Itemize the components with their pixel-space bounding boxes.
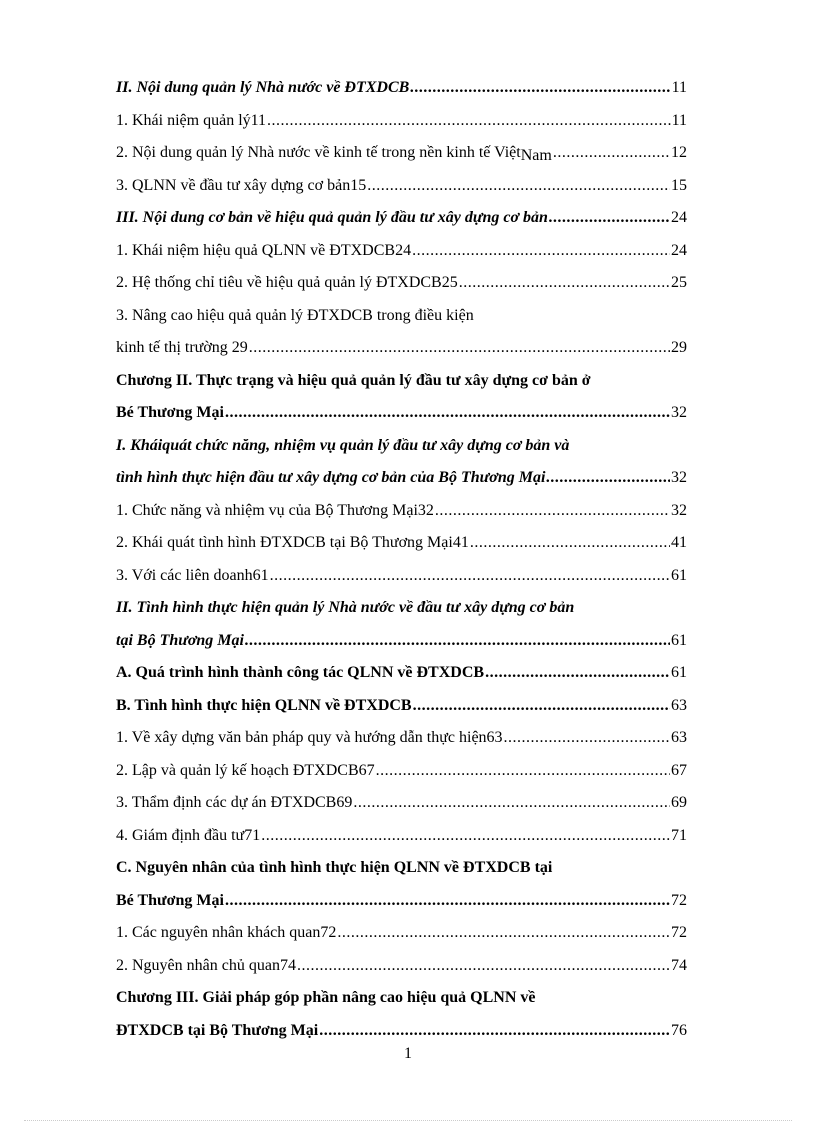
toc-entry-text: II. Tình hình thực hiện quản lý Nhà nước về đầu tư xây dựng cơ bản	[116, 599, 575, 616]
page-bottom-divider	[24, 1120, 792, 1121]
toc-entry[interactable]	[116, 332, 687, 365]
toc-entry-text: ĐTXDCB tại Bộ Thương Mại	[116, 1021, 319, 1039]
toc-entry[interactable]	[116, 657, 687, 690]
toc-entry-text: C. Nguyên nhân của tình hình thực hiện QLNN về ĐTXDCB tại	[116, 859, 553, 876]
toc-entry[interactable]	[116, 105, 687, 138]
toc-page-number: 69	[671, 794, 687, 811]
toc-page-number: 41	[671, 534, 687, 551]
toc-dot-leader	[410, 72, 670, 105]
toc-entry-text: tình hình thực hiện đầu tư xây dựng cơ bản của Bộ Thương Mại	[116, 469, 546, 486]
toc-dot-leader	[270, 560, 670, 593]
toc-dot-leader	[319, 1015, 670, 1048]
toc-entry-line	[116, 982, 687, 1015]
toc-page-number: 15	[671, 176, 687, 194]
toc-dot-leader	[245, 625, 670, 658]
toc-dot-leader	[485, 657, 670, 690]
toc-entry-text: A. Quá trình hình thành công tác QLNN về ĐTXDCB	[116, 664, 485, 681]
toc-entry-text: Bé Thương Mại	[116, 404, 224, 421]
toc-entry[interactable]	[116, 397, 687, 430]
toc-entry-text: 3. Nâng cao hiệu quả quản lý ĐTXDCB trong điều kiện	[116, 306, 474, 324]
toc-entry[interactable]	[116, 820, 687, 853]
toc-dot-leader	[504, 722, 670, 755]
toc-page-number: 24	[671, 209, 687, 226]
toc-entry-text: III. Nội dung cơ bản về hiệu quả quản lý đầu tư xây dựng cơ bản	[116, 209, 548, 226]
toc-page-number: 74	[671, 956, 687, 974]
toc-entry[interactable]	[116, 755, 687, 788]
toc-entry-line	[116, 592, 687, 625]
toc-dot-leader	[553, 137, 670, 170]
toc-page-number: 24	[671, 241, 687, 259]
toc-entry-text: I. Kháiquát chức năng, nhiệm vụ quản lý đầu tư xây dựng cơ bản và	[116, 436, 570, 454]
toc-entry[interactable]	[116, 137, 687, 170]
toc-dot-leader	[459, 267, 670, 300]
toc-entry[interactable]	[116, 202, 687, 235]
toc-page-number: 32	[671, 469, 687, 486]
toc-entry-text: 1. Chức năng và nhiệm vụ của Bộ Thương Mại32	[116, 501, 434, 519]
toc-page-number: 71	[671, 826, 687, 844]
toc-page-number: 11	[671, 79, 687, 96]
toc-dot-leader	[337, 917, 670, 950]
toc-entry[interactable]	[116, 527, 687, 560]
toc-dot-leader	[267, 105, 671, 138]
toc-entry-text: 2. Hệ thống chỉ tiêu về hiệu quả quản lý ĐTXDCB25	[116, 274, 458, 291]
toc-entry[interactable]	[116, 235, 687, 268]
toc-entry-text: 1. Về xây dựng văn bản pháp quy và hướng dẫn thực hiện63	[116, 729, 503, 746]
toc-entry-text: 3. QLNN về đầu tư xây dựng cơ bản15	[116, 176, 367, 194]
toc-entry[interactable]	[116, 170, 687, 203]
toc-entry-text: Chương II. Thực trạng và hiệu quả quản lý đầu tư xây dựng cơ bản ở	[116, 371, 591, 389]
toc-dot-leader	[376, 755, 670, 788]
toc-page-number: 32	[671, 404, 687, 421]
toc-entry-text: tại Bộ Thương Mại	[116, 631, 244, 649]
toc-dot-leader	[435, 495, 670, 528]
toc-dot-leader	[297, 950, 670, 983]
toc-page-number: 25	[671, 274, 687, 291]
toc-entry[interactable]	[116, 950, 687, 983]
toc-entry-text: 1. Khái niệm quản lý11	[116, 111, 267, 129]
toc-entry-text: kinh tế thị trường 29	[116, 339, 248, 356]
toc-entry[interactable]	[116, 560, 687, 593]
toc-page-number: 67	[671, 761, 687, 779]
toc-page-number: 76	[671, 1021, 687, 1039]
toc-entry-line	[116, 430, 687, 463]
toc-page-number: 72	[671, 891, 687, 909]
toc-entry-text: 2. Lập và quản lý kế hoạch ĐTXDCB67	[116, 761, 375, 779]
toc-dot-leader	[261, 820, 670, 853]
toc-entry[interactable]	[116, 690, 687, 723]
toc-page-number: 61	[671, 631, 687, 649]
page-number: 1	[404, 1045, 412, 1062]
toc-dot-leader	[367, 170, 670, 203]
toc-entry[interactable]	[116, 462, 687, 495]
toc-entry-text: 2. Khái quát tình hình ĐTXDCB tại Bộ Thương Mại41	[116, 534, 469, 551]
toc-entry-line	[116, 852, 687, 885]
toc-page-number: 72	[671, 924, 687, 941]
toc-dot-leader	[549, 202, 670, 235]
toc-page-number: 32	[671, 501, 687, 519]
toc-entry-line	[116, 300, 687, 333]
toc-entry-text: 2. Nội dung quản lý Nhà nước về kinh tế trong nền kinh tế Việt	[116, 144, 521, 161]
table-of-contents	[116, 72, 687, 1047]
toc-page-number: 61	[671, 566, 687, 584]
toc-page-number: 29	[671, 339, 687, 356]
toc-page-number: 63	[671, 729, 687, 746]
toc-entry-text: Bé Thương Mại	[116, 891, 224, 909]
toc-entry-text: 4. Giám định đầu tư71	[116, 826, 261, 844]
toc-entry[interactable]	[116, 917, 687, 950]
toc-page-number: 63	[671, 696, 687, 714]
toc-dot-leader	[546, 462, 670, 495]
toc-entry[interactable]	[116, 267, 687, 300]
toc-page-number: 12	[671, 144, 687, 161]
toc-entry-text: B. Tình hình thực hiện QLNN về ĐTXDCB	[116, 696, 412, 714]
toc-dot-leader	[413, 690, 670, 723]
toc-dot-leader	[353, 787, 670, 820]
toc-dot-leader	[412, 235, 670, 268]
toc-page-number: 11	[671, 111, 687, 129]
toc-entry[interactable]	[116, 495, 687, 528]
toc-page-number: 61	[671, 664, 687, 681]
toc-entry-text: 3. Thẩm định các dự án ĐTXDCB69	[116, 794, 353, 811]
toc-entry[interactable]	[116, 722, 687, 755]
toc-entry-text: Chương III. Giải pháp góp phần nâng cao hiệu quả QLNN về	[116, 989, 536, 1006]
toc-entry[interactable]	[116, 625, 687, 658]
toc-entry-text: 3. Với các liên doanh61	[116, 566, 269, 584]
toc-entry-text: II. Nội dung quản lý Nhà nước về ĐTXDCB	[116, 79, 410, 96]
toc-entry-text: 1. Khái niệm hiệu quả QLNN về ĐTXDCB24	[116, 241, 412, 259]
toc-dot-leader	[225, 397, 670, 430]
toc-entry[interactable]	[116, 787, 687, 820]
toc-entry-text: 1. Các nguyên nhân khách quan72	[116, 924, 337, 941]
toc-dot-leader	[225, 885, 670, 918]
toc-dot-leader	[470, 527, 670, 560]
toc-dot-leader	[249, 332, 670, 365]
toc-entry[interactable]	[116, 72, 687, 105]
toc-entry[interactable]	[116, 885, 687, 918]
toc-entry[interactable]	[116, 1015, 687, 1048]
toc-entry-line	[116, 365, 687, 398]
toc-entry-text: 2. Nguyên nhân chủ quan74	[116, 956, 296, 974]
toc-entry-subscript: Nam	[520, 147, 552, 164]
